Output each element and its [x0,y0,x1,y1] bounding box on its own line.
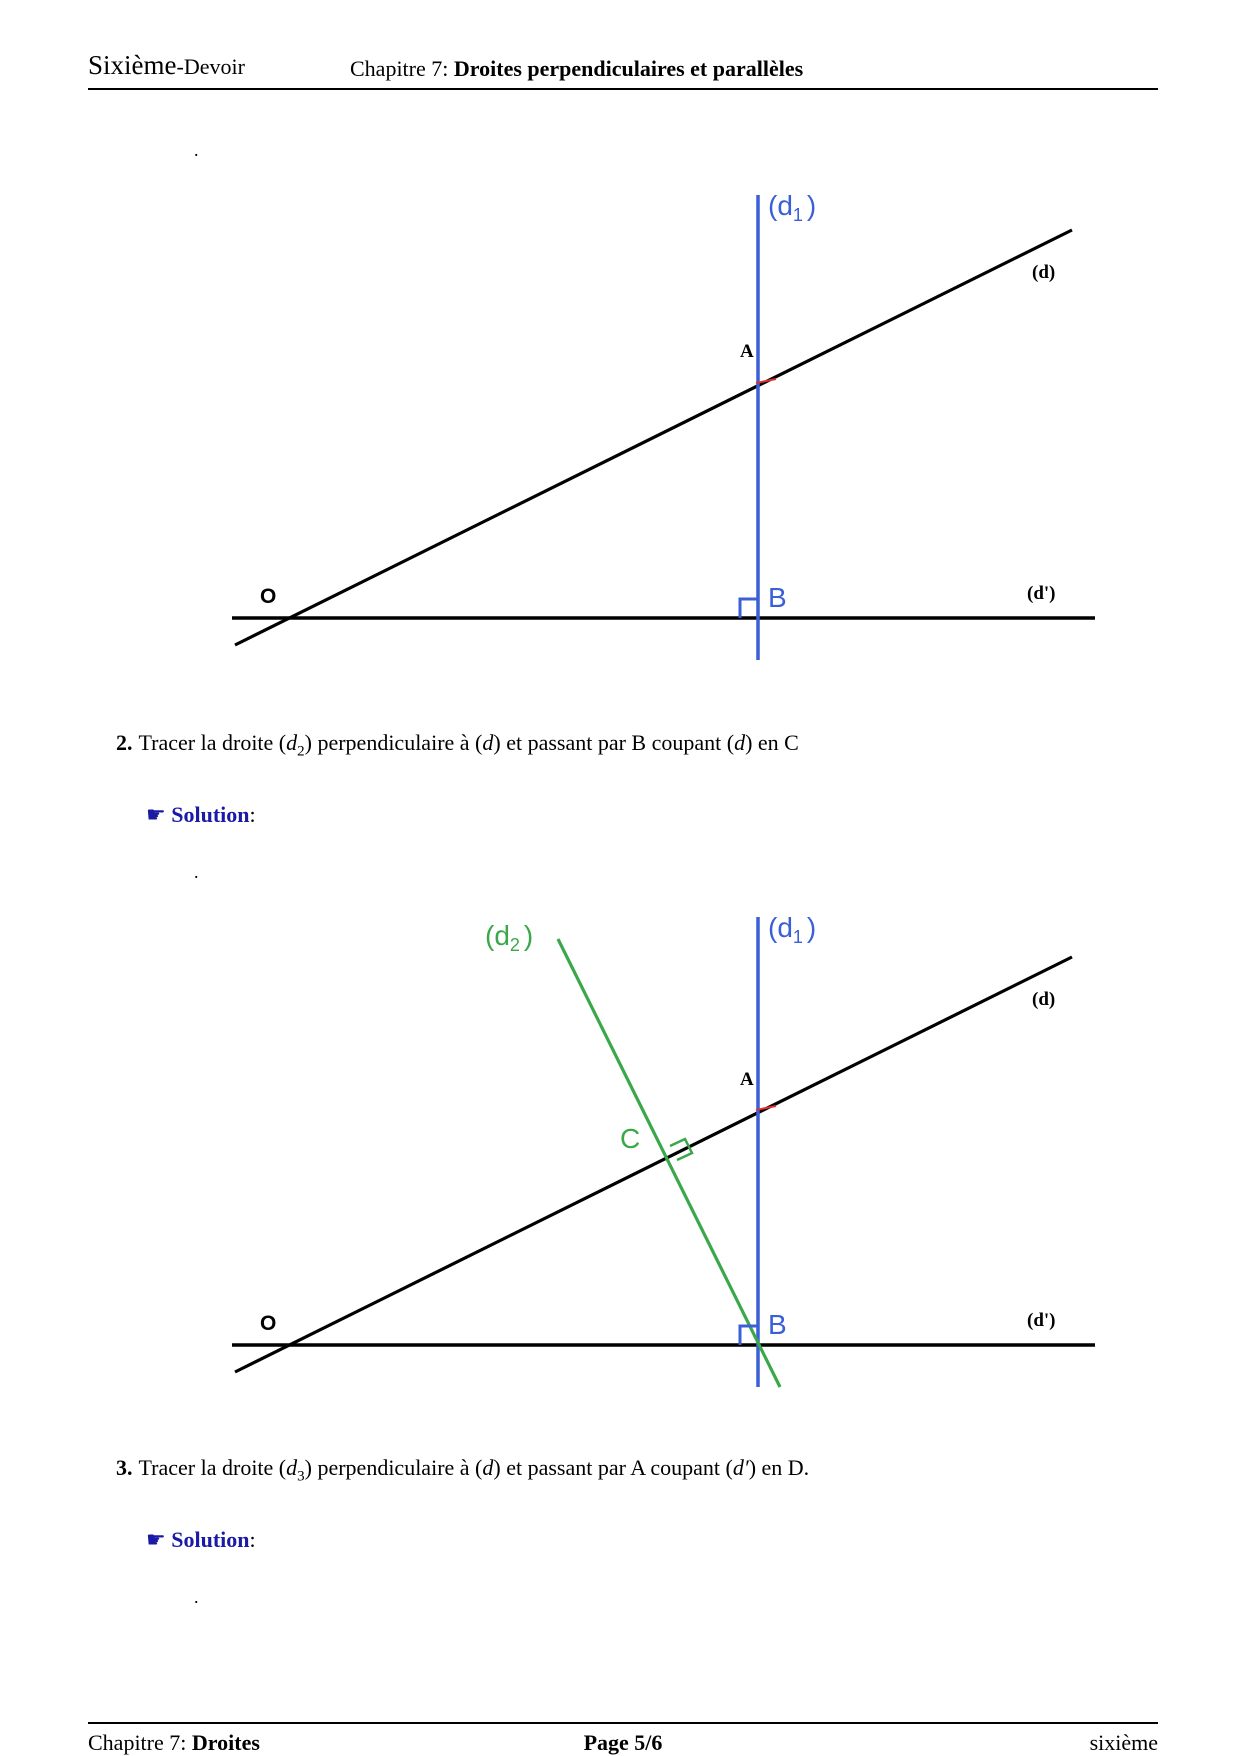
question-3-text-b: ) perpendiculaire à ( [304,1455,483,1480]
label-d2: ($d_2$ ) [485,920,534,955]
footer-chapter-prefix: Chapitre 7: [88,1730,187,1755]
solution-2-label: Solution [171,802,250,827]
solution-3-colon: : [249,1527,256,1552]
question-2-text-b: ) perpendiculaire à ( [304,730,483,755]
header-chapter-prefix: Chapitre 7: [350,56,449,81]
page-header [88,48,1158,90]
header-level [88,50,245,81]
question-2-var2: d [482,730,494,755]
label-o: O [260,585,277,608]
header-chapter [350,56,803,82]
question-3-var2: d [482,1455,494,1480]
line-d2 [558,939,780,1387]
solution-2 [146,802,256,828]
question-3 [116,1455,809,1485]
hand-pointing-icon: ☛ [146,802,166,827]
question-3-var: d [286,1455,298,1480]
question-2 [116,730,799,760]
question-2-number: 2. [116,730,133,755]
header-kind-text: -Devoir [176,54,245,79]
figure-1 [220,185,1100,665]
question-2-sub: 2 [297,743,305,760]
page-footer [88,1722,1158,1754]
question-2-var3: d [734,730,746,755]
label-o: O [260,1312,277,1335]
label-a: A [740,341,754,362]
hand-pointing-icon: ☛ [146,1527,166,1552]
label-c: C [620,1123,641,1154]
figure-2 [220,905,1100,1395]
solution-2-colon: : [249,802,256,827]
question-2-text-d: ) en C [745,730,799,755]
question-3-sub: 3 [297,1468,305,1485]
question-3-text-d: ) en D. [748,1455,810,1480]
solution-3-label: Solution [171,1527,250,1552]
marker-dot: . [194,140,199,160]
label-d-prime: (d') [1027,1310,1056,1331]
right-angle-mark-b [740,599,758,618]
solution-3 [146,1527,256,1553]
label-d: (d) [1032,989,1056,1010]
question-3-text-c: ) et passant par A coupant ( [493,1455,733,1480]
footer-chapter-title: Droites [191,1730,260,1755]
question-2-text-a: Tracer la droite ( [138,730,287,755]
question-2-var: d [286,730,298,755]
label-b: B [768,1309,787,1340]
question-3-text-a: Tracer la droite ( [138,1455,287,1480]
question-2-text-c: ) et passant par B coupant ( [493,730,735,755]
header-chapter-title: Droites perpendiculaires et parallèles [453,56,804,81]
label-d1: ($d_1$ ) [768,190,817,225]
marker-dot-3: . [194,1587,199,1607]
label-d: (d) [1032,262,1056,283]
line-d [235,230,1072,645]
label-d-prime: (d') [1027,583,1056,604]
question-3-var3: d′ [732,1455,749,1480]
marker-dot-2: . [194,862,199,882]
header-level-text: Sixième [88,50,177,80]
label-b: B [768,582,787,613]
label-a: A [740,1069,754,1090]
label-d1: ($d_1$ ) [768,912,817,947]
footer-page-number: Page 5/6 [583,1730,663,1755]
footer-level: sixième [1089,1730,1158,1755]
line-d [235,957,1072,1372]
question-3-number: 3. [116,1455,133,1480]
